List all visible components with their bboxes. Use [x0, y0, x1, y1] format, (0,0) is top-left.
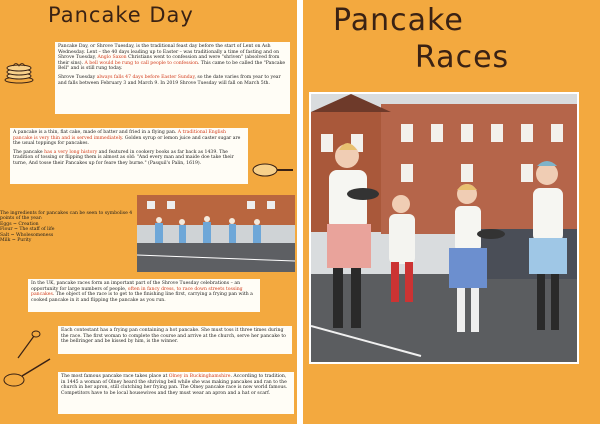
symbolism-item: Salt ~ Wholesomeness	[0, 232, 54, 238]
olney-text-box: The most famous pancake race takes place at Olney in Buckinghamshire. According to tradition, in 1445 a woman of Olney heard the shriving bell while she was making pancakes and ran to the church in her apron, still clutching her frying pan. The Olney pancake race is now world famous. Competitors have to be local housewives and they must wear an apron and a hat or scarf.	[58, 372, 294, 414]
rules-text-box: Each contestant has a frying pan containing a hot pancake. She must toss it three times during the race. The first woman to complete the course and arrive at the church, serve her pancake to the bellringer and be kissed by him, is the winner.	[58, 326, 292, 354]
symbolism-item: Eggs ~ Creation	[0, 221, 39, 227]
race-street-photo	[137, 195, 295, 272]
pancake-race-photo	[309, 92, 579, 364]
symbolism-item: Flour ~ The staff of life	[0, 227, 55, 233]
right-page	[303, 0, 600, 424]
frying-pan-icon	[2, 356, 52, 390]
right-page-title-line2: Races	[415, 40, 510, 75]
intro-text-box: Pancake Day, or Shrove Tuesday, is the traditional feast day before the start of Lent on Ash Wednesday. Lent – the 40 days leading up to Easter – was traditionally a time of fasting and on Shrove Tuesday, Anglo Saxon Christians went to confession and were "shriven" (absolved from their sins). A bell would be rung to call people to confession. This came to be called the "Pancake Bell" and is still rung today. Shrove Tuesday always falls 47 days before Easter Sunday, so the date varies from year to year and falls between February 3 and March 9. In 2019 Shrove Tuesday will fall on March 5th.	[55, 42, 290, 114]
symbolism-item: Milk ~ Purity	[0, 238, 32, 244]
left-page	[0, 0, 297, 424]
races-intro-text-box: In the UK, pancake races form an important part of the Shrove Tuesday celebrations – an opportunity for large numbers of people, often in fancy dress, to race down streets tossing pancakes. The object of the race is to get to the finishing line first, carrying a frying pan with a cooked pancake in it and flipping the pancake as you run.	[28, 279, 260, 312]
symbolism-list	[0, 211, 133, 244]
pancake-stack-icon	[3, 58, 35, 84]
frying-pan-icon	[252, 160, 294, 178]
right-page-title-line1: Pancake	[333, 3, 464, 38]
definition-text-box: A pancake is a thin, flat cake, made of batter and fried in a flying pan. A traditional English pancake is very thin and is served immediately. Golden syrup or lemon juice and caster sugar are the usual toppings for pancakes. The pancake has a very long history and featured in cookery books as far back as 1439. The tradition of tossing or flipping them is almost as old: "And every man and maide doe take their turne, And tosse their Pancakes up for feare they burne." (Pasquil's Palin, 1619).	[10, 128, 248, 184]
left-page-title: Pancake Day	[48, 3, 194, 27]
symbolism-heading: The ingredients for pancakes can be seen to symbolise 4 points of the year:	[0, 211, 133, 222]
